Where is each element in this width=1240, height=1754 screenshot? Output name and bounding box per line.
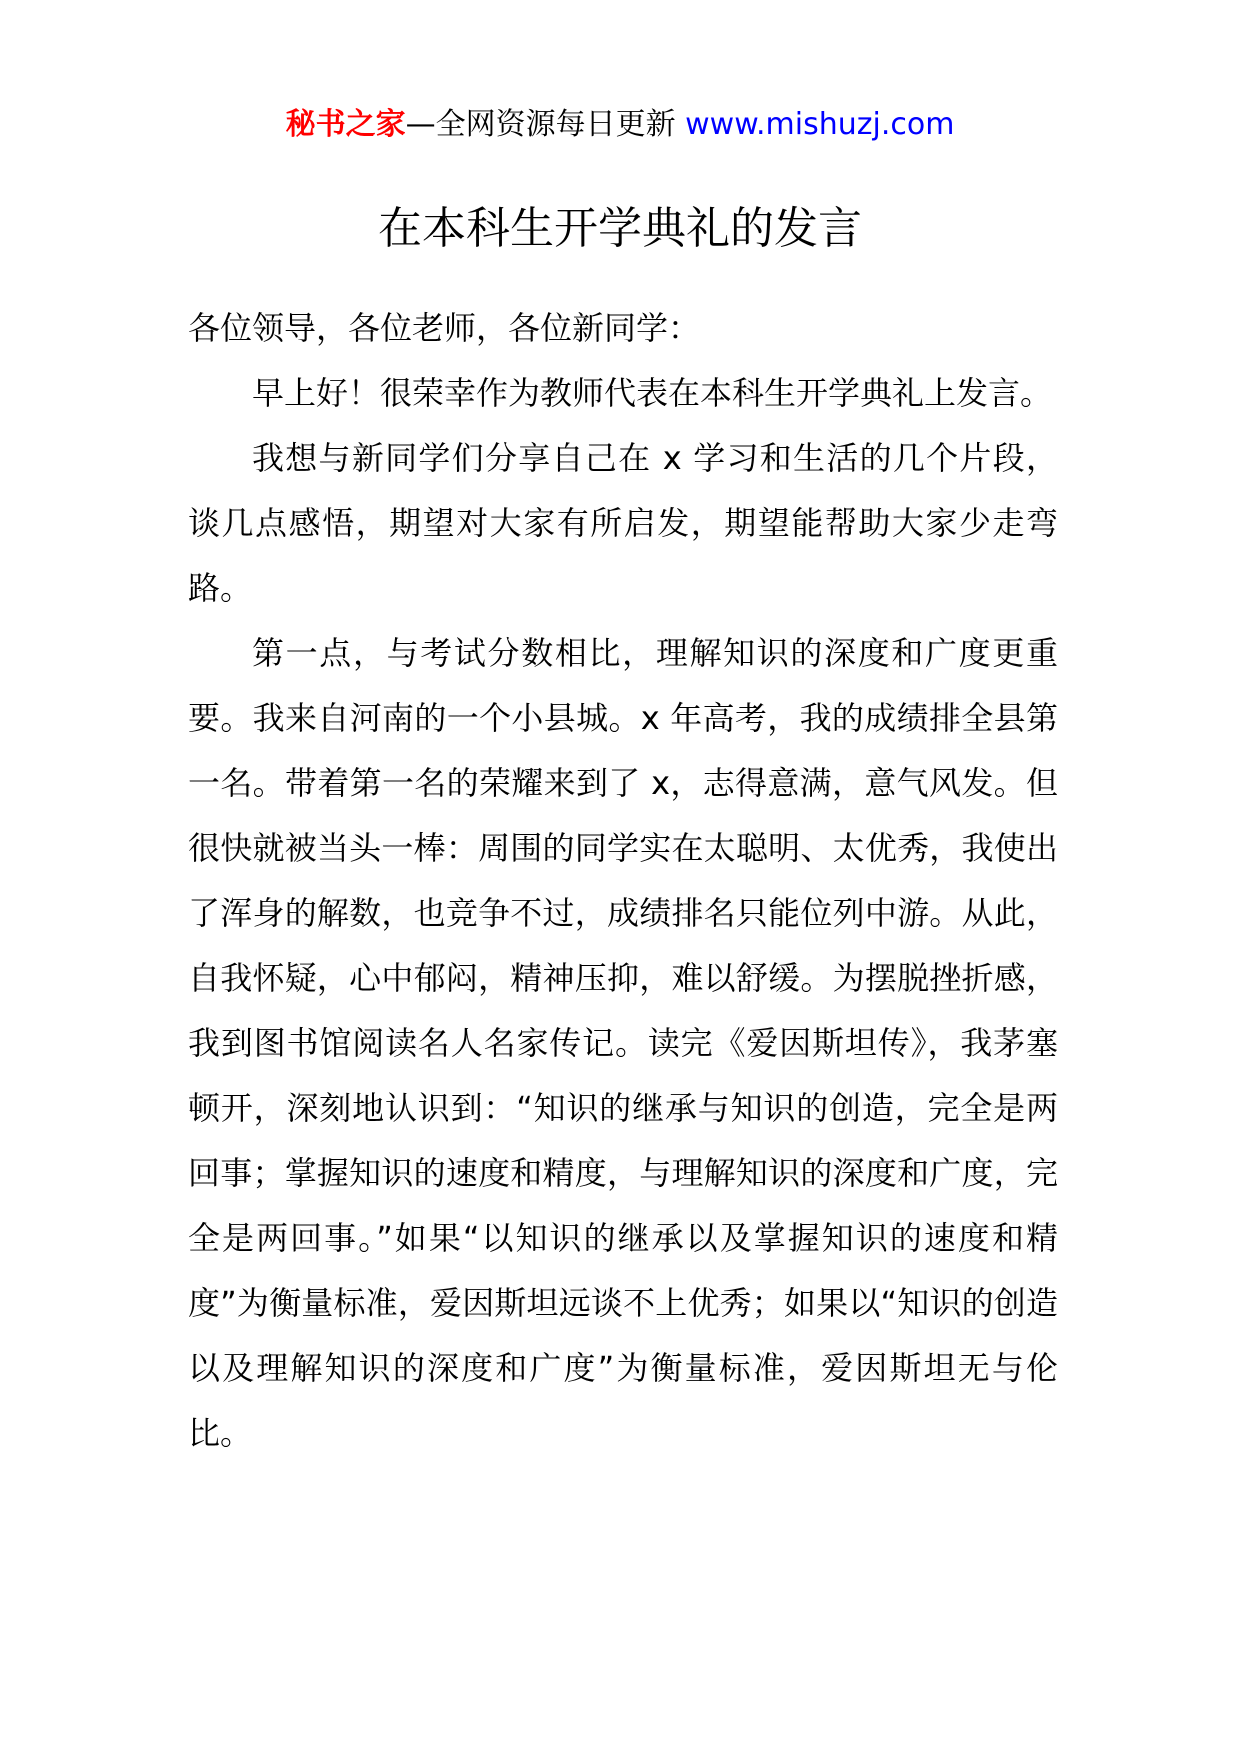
paragraph-point-one: 第一点，与考试分数相比，理解知识的深度和广度更重要。我来自河南的一个小县城。x 年高考，我的成绩排全县第一名。带着第一名的荣耀来到了 x，志得意满，意气风发。但很快就被当头一棒：周围的同学实在太聪明、太优秀，我使出了浑身的解数，也竞争不过，成绩排名只能位列中游。从此，自我怀疑，心中郁闷，精神压抑，难以舒缓。为摆脱挫折感，我到图书馆阅读名人名家传记。读完《爱因斯坦传》，我茅塞顿开，深刻地认识到：“知识的继承与知识的创造，完全是两回事；掌握知识的速度和精度，与理解知识的深度和广度，完全是两回事。”如果“以知识的继承以及掌握知识的速度和精度”为衡量标准，爱因斯坦远谈不上优秀；如果以“知识的创造以及理解知识的深度和广度”为衡量标准，爱因斯坦无与伦比。 bbox=[188, 634, 1058, 1452]
site-tagline: —全网资源每日更新 bbox=[405, 107, 686, 142]
brand-name: 秘书之家 bbox=[285, 107, 406, 142]
paragraph-intro: 我想与新同学们分享自己在 x 学习和生活的几个片段，谈几点感悟，期望对大家有所启发，期望能帮助大家少走弯路。 bbox=[188, 439, 1058, 607]
site-url-link[interactable]: www.mishuzj.com bbox=[685, 107, 955, 142]
document-title: 在本科生开学典礼的发言 bbox=[378, 203, 862, 254]
paragraph-greeting: 早上好！很荣幸作为教师代表在本科生开学典礼上发言。 bbox=[252, 374, 1053, 412]
site-header bbox=[0, 100, 1240, 150]
document-body bbox=[188, 296, 1058, 1466]
salutation: 各位领导，各位老师，各位新同学： bbox=[188, 309, 701, 347]
